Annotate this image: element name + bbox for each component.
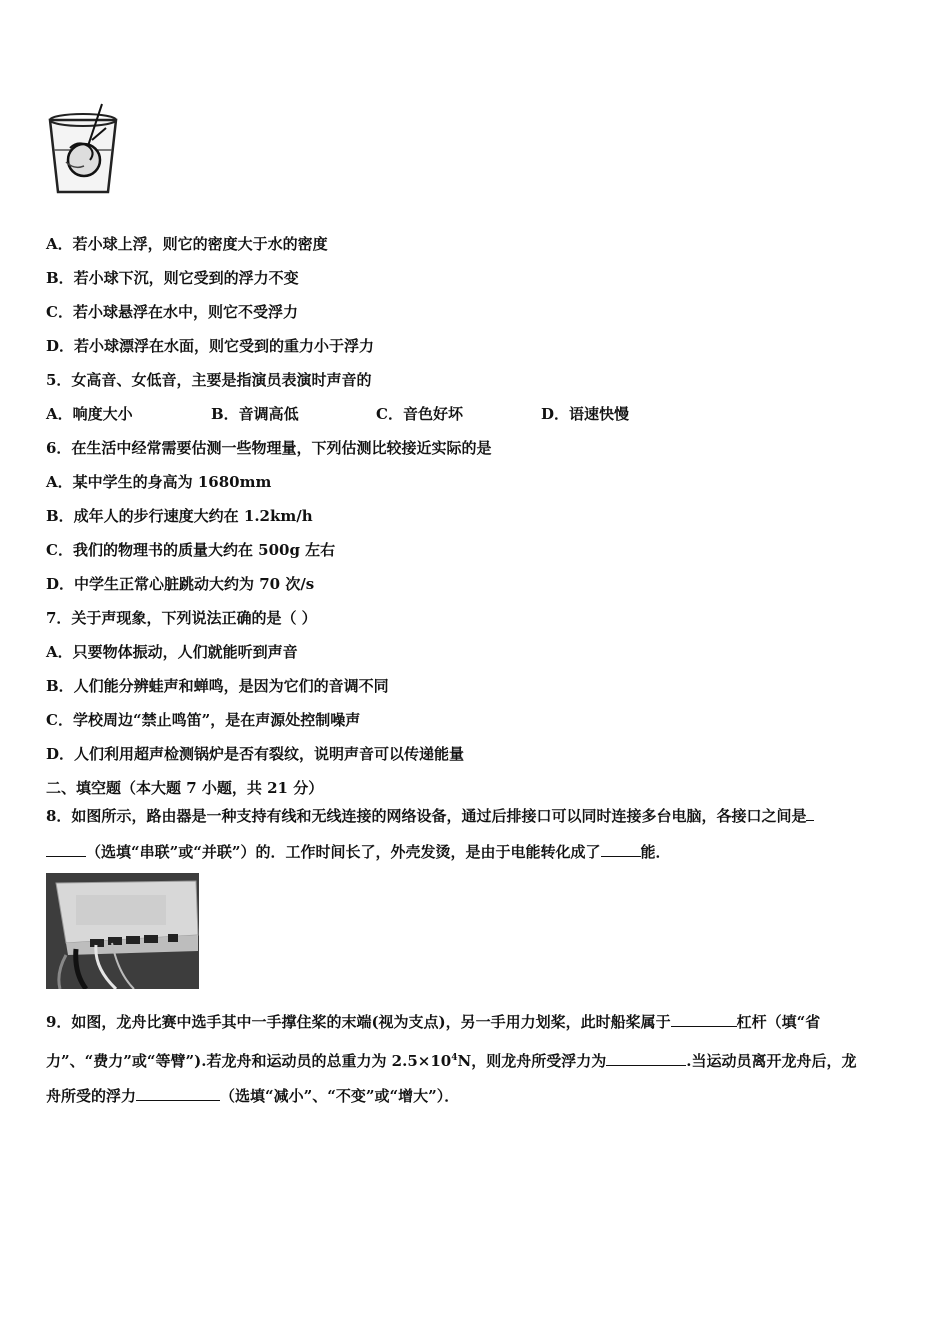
q9-text-2: 杠杆（填“省 bbox=[736, 1013, 821, 1031]
q5-stem: 5．女高音、女低音，主要是指演员表演时声音的 bbox=[46, 371, 372, 389]
router-photo bbox=[46, 873, 199, 989]
q8-blank-1b bbox=[46, 842, 86, 857]
q6-option-a: A．某中学生的身高为 1680mm bbox=[46, 473, 272, 491]
q9-text-7: （选填“减小”、“不变”或“增大”）． bbox=[220, 1087, 460, 1105]
q4-option-d: D．若小球漂浮在水面，则它受到的重力小于浮力 bbox=[46, 337, 375, 355]
section-heading: 二、填空题（本大题 7 小题，共 21 分） bbox=[46, 779, 324, 797]
q8-line1 bbox=[46, 806, 814, 826]
q8-blank-2 bbox=[601, 842, 641, 857]
q5-option-a: A．响度大小 bbox=[46, 405, 133, 423]
cup-with-ball-figure bbox=[44, 100, 122, 200]
q6-stem: 6．在生活中经常需要估测一些物理量，下列估测比较接近实际的是 bbox=[46, 439, 492, 457]
q9-text-1: 9．如图，龙舟比赛中选手其中一手撑住桨的末端(视为支点)，另一手用力划桨，此时船桨属于 bbox=[46, 1013, 671, 1031]
q8-text-1: 8．如图所示，路由器是一种支持有线和无线连接的网络设备，通过后排接口可以同时连接多台电脑，各接口之间是 bbox=[46, 807, 807, 825]
q9-line3 bbox=[46, 1086, 459, 1106]
q5-option-c: C．音色好坏 bbox=[376, 405, 463, 423]
q8-line2 bbox=[46, 842, 671, 862]
q9-blank-3 bbox=[136, 1086, 220, 1101]
q4-option-b: B．若小球下沉，则它受到的浮力不变 bbox=[46, 269, 299, 287]
q9-blank-1 bbox=[671, 1012, 737, 1027]
q8-blank-1a bbox=[806, 806, 814, 821]
q9-text-5: .当运动员离开龙舟后，龙 bbox=[686, 1052, 857, 1070]
q7-stem: 7．关于声现象，下列说法正确的是（ ） bbox=[46, 609, 317, 627]
q7-option-d: D．人们利用超声检测锅炉是否有裂纹，说明声音可以传递能量 bbox=[46, 745, 465, 763]
q4-option-a: A．若小球上浮，则它的密度大于水的密度 bbox=[46, 235, 328, 253]
q7-option-b: B．人们能分辨蛙声和蝉鸣，是因为它们的音调不同 bbox=[46, 677, 389, 695]
q9-text-6: 舟所受的浮力 bbox=[46, 1087, 137, 1105]
q7-option-a: A．只要物体振动，人们就能听到声音 bbox=[46, 643, 298, 661]
q6-option-d: D．中学生正常心脏跳动大约为 70 次/s bbox=[46, 575, 315, 593]
q5-option-d: D．语速快慢 bbox=[541, 405, 630, 423]
q9-text-3: 力”、“费力”或“等臂”).若龙舟和运动员的总重力为 2.5×10 bbox=[46, 1052, 452, 1070]
q5-options bbox=[46, 404, 629, 424]
q9-line1 bbox=[46, 1012, 820, 1032]
q4-option-c: C．若小球悬浮在水中，则它不受浮力 bbox=[46, 303, 298, 321]
q8-text-3: 能． bbox=[640, 843, 671, 861]
q9-exponent: 4 bbox=[451, 1053, 458, 1063]
q9-line2 bbox=[46, 1048, 856, 1071]
q9-blank-2 bbox=[606, 1051, 686, 1066]
q7-option-c: C．学校周边“禁止鸣笛”，是在声源处控制噪声 bbox=[46, 711, 361, 729]
q9-text-4: N，则龙舟所受浮力为 bbox=[457, 1052, 607, 1070]
q5-option-b: B．音调高低 bbox=[211, 405, 299, 423]
q8-text-2: （选填“串联”或“并联”）的．工作时间长了，外壳发烫，是由于电能转化成了 bbox=[86, 843, 601, 861]
q6-option-b: B．成年人的步行速度大约在 1.2km/h bbox=[46, 507, 313, 525]
q6-option-c: C．我们的物理书的质量大约在 500g 左右 bbox=[46, 541, 336, 559]
